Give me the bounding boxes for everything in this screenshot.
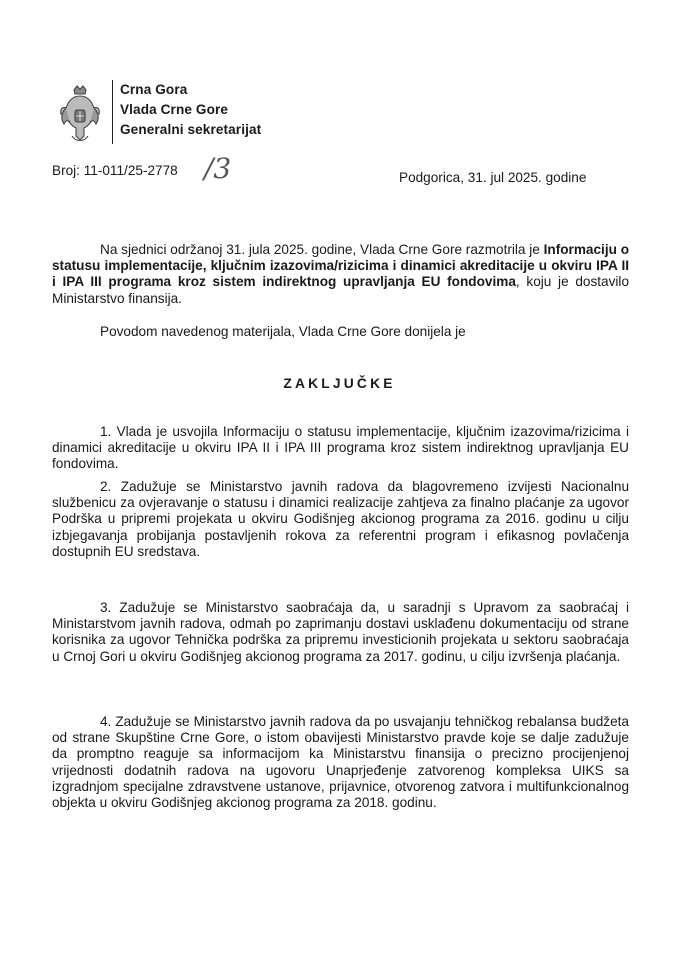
conclusions-heading: ZAKLJUČKE bbox=[283, 376, 396, 391]
reference-number bbox=[52, 152, 232, 185]
place-date: Podgorica, 31. jul 2025. godine bbox=[399, 170, 587, 185]
intro-bold-title: Informaciju o statusu implementacije, ključnim izazovima/rizicima i dinamici akreditacije u okviru IPA II i IPA III programa kroz sistem indirektnog upravljanja EU fondovima bbox=[52, 242, 629, 290]
org-country: Crna Gora bbox=[120, 82, 188, 97]
broj-label: Broj: 11-011/25-2778 bbox=[52, 163, 178, 178]
org-secretariat: Generalni sekretarijat bbox=[120, 122, 262, 137]
handwritten-suffix: /3 bbox=[204, 152, 232, 185]
header-divider bbox=[112, 80, 113, 144]
organization-block bbox=[120, 80, 261, 140]
conclusion-item-3: 3. Zadužuje se Ministarstvo saobraćaja da, u saradnji s Upravom za saobraćaj i Ministarstvom javnih radova, odmah po zaprimanju dostavi usklađenu dokumentaciju od strane korisnika za ugovor Tehnička podrška za pripremu investicionih projekata u sektoru saobraćaja u Crnoj Gori u okviru Godišnjeg akcionog programa za 2017. godinu, u cilju izvršenja plaćanja. bbox=[52, 600, 629, 664]
conclusion-item-2: 2. Zadužuje se Ministarstvo javnih radova da blagovremeno izvijesti Nacionalnu službenicu za ovjeravanje o statusu i dinamici realizacije zahtjeva za finalno plaćanje za ugovor Podrška u pripremi projekata u okviru Godišnjeg akcionog programa za 2016. godinu u cilju izbjegavanja probijanja postavljenih rokova za referentni program i efikasnog povlačenja dostupnih EU sredstava. bbox=[52, 479, 629, 559]
intro-lead: Na sjednici održanoj 31. jula 2025. godine, Vlada Crne Gore razmotrila je bbox=[100, 242, 544, 257]
org-government: Vlada Crne Gore bbox=[120, 102, 229, 117]
coat-of-arms-icon bbox=[58, 84, 102, 146]
conclusion-item-4: 4. Zadužuje se Ministarstvo javnih radova da po usvajanju tehničkog rebalansa budžeta od strane Skupštine Crne Gore, o istom obavijesti Ministarstvo pravde koje se dalje zadužuje da promptno reaguje sa informacijom ka Ministarstvu finansija o precizno procijenjenoj vrijednosti dodatnih radova na ugovoru Unaprjeđenje zatvorenog kompleksa UIKS sa izgradnjom specijalne zdravstvene ustanove, prijavnice, otvorenog zatvora i multifunkcionalnog objekta u okviru Godišnjeg akcionog programa za 2018. godinu. bbox=[52, 714, 629, 811]
intro-paragraph bbox=[52, 242, 629, 307]
povodom-line: Povodom navedenog materijala, Vlada Crne Gore donijela je bbox=[100, 324, 466, 339]
conclusion-item-1: 1. Vlada je usvojila Informaciju o statusu implementacije, ključnim izazovima/rizicima i dinamici akreditacije u okviru IPA II i IPA III programa kroz sistem indirektnog upravljanja EU fondovima. bbox=[52, 424, 629, 472]
intro-tail: , koju je dostavilo Ministarstvo finansija. bbox=[52, 274, 630, 306]
